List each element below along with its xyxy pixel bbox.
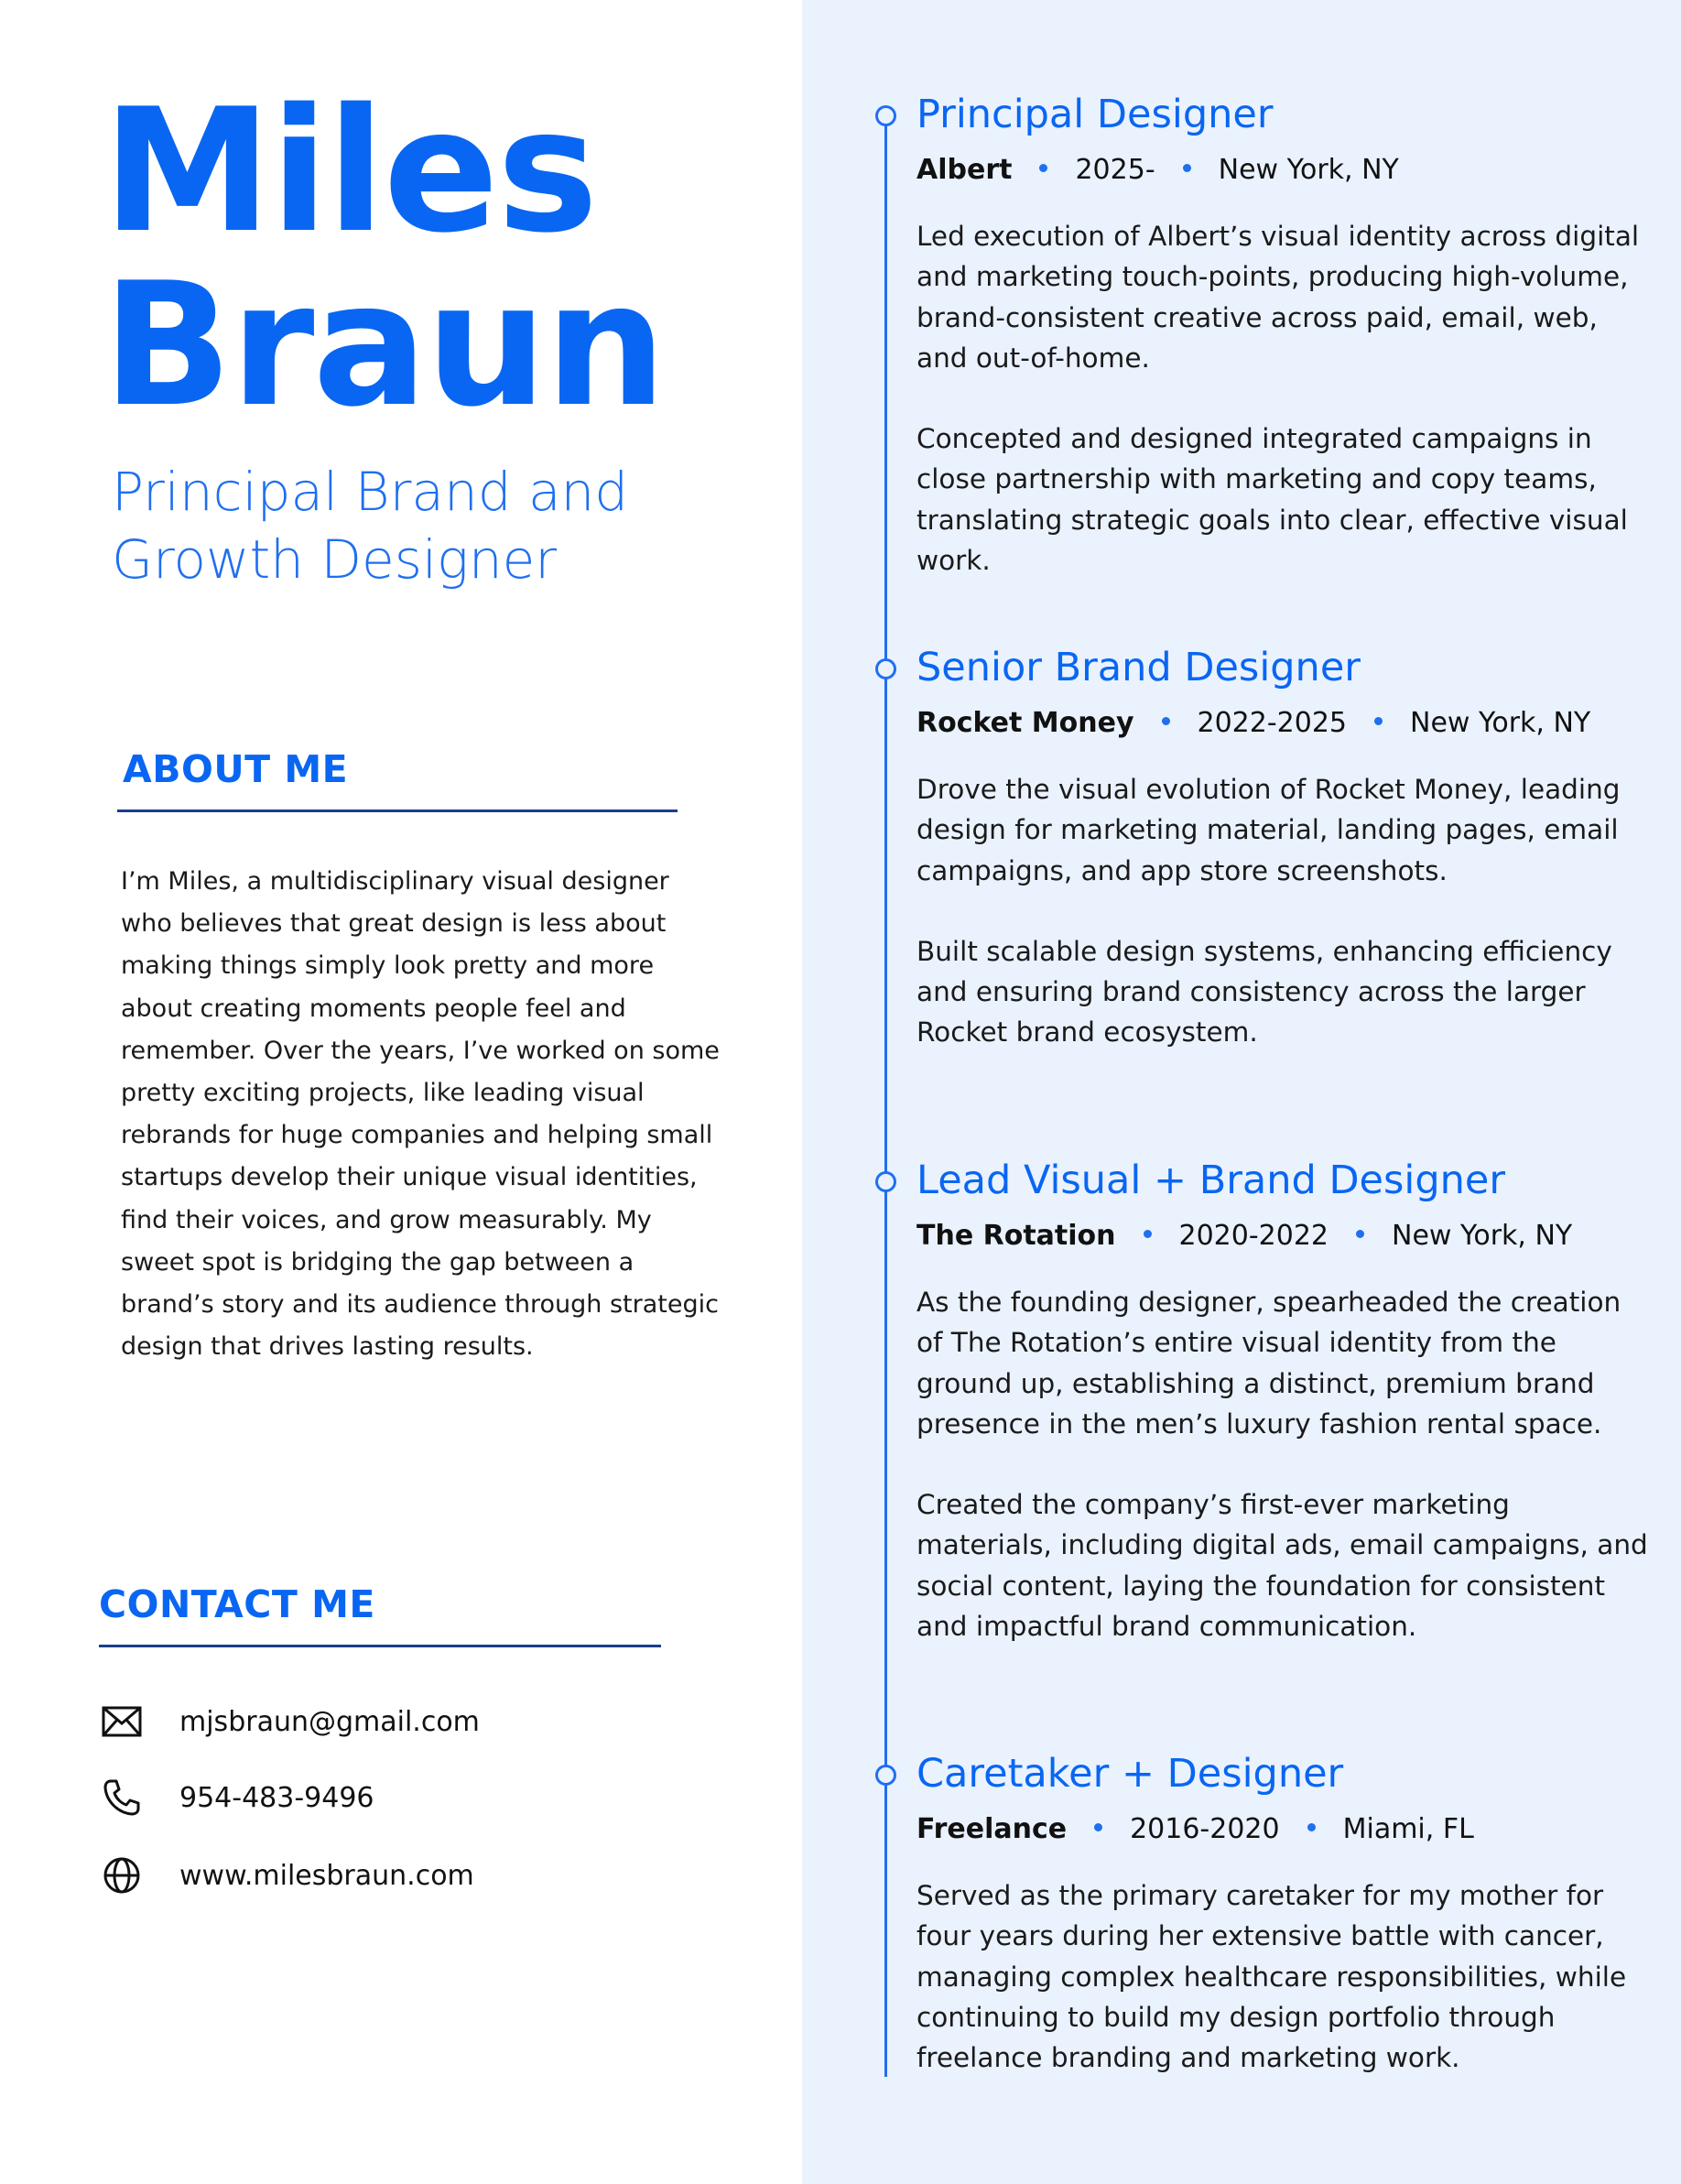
job-entry [916,90,1649,581]
bullet-separator [1094,1823,1102,1831]
job-meta [916,705,1649,742]
job-title: Principal Designer [916,92,1274,137]
bullet-separator [1183,164,1191,172]
bullet-separator [1307,1823,1316,1831]
phone-icon [101,1777,143,1819]
job-company: Rocket Money [916,707,1134,739]
job-company: The Rotation [916,1220,1116,1252]
timeline-dot [875,105,896,126]
website-link[interactable]: www.milesbraun.com [179,1859,474,1892]
contact-phone[interactable] [101,1775,374,1820]
left-column [0,0,802,2184]
mail-icon [101,1700,143,1743]
contact-heading: CONTACT ME [99,1582,375,1626]
bullet-separator [1144,1230,1152,1238]
resume-name [103,71,665,444]
about-heading: ABOUT ME [123,747,349,791]
job-dates: 2022-2025 [1197,707,1348,739]
bullet-separator [1374,717,1383,725]
email-link[interactable]: mjsbraun@gmail.com [179,1705,480,1738]
last-name: Braun [103,245,665,444]
job-description: Led execution of Albert’s visual identity across digital and marketing touch-points, producing high-volume, brand-consistent creative across paid, email, web, and out-of-home. [916,221,1640,374]
job-title: Lead Visual + Brand Designer [916,1157,1506,1203]
job-dates: 2016-2020 [1130,1813,1280,1845]
job-location: New York, NY [1410,707,1591,739]
timeline-dot [875,1171,896,1192]
job-description: Served as the primary caretaker for my mother for four years during her extensive battle with cancer, managing complex healthcare responsibilities, while continuing to build my design portfolio through freelance branding and marketing work. [916,1880,1627,2074]
job-meta [916,152,1649,189]
first-name: Miles [103,71,597,270]
job-title: Senior Brand Designer [916,645,1361,690]
about-divider [117,809,678,812]
job-meta [916,1218,1649,1255]
contact-email[interactable] [101,1699,480,1744]
job-title: Caretaker + Designer [916,1751,1344,1797]
timeline-dot [875,1765,896,1786]
job-dates: 2020-2022 [1178,1220,1329,1252]
headline-line-2: Growth Designer [112,528,558,591]
job-meta [916,1811,1649,1848]
job-description: Built scalable design systems, enhancing efficiency and ensuring brand consistency across the larger Rocket brand ecosystem. [916,935,1612,1049]
job-company: Albert [916,154,1013,186]
job-description: Drove the visual evolution of Rocket Money, leading design for marketing material, landing pages, email campaigns, and app store screenshots. [916,774,1621,886]
headline-line-1: Principal Brand and [112,461,629,523]
job-entry [916,1156,1649,1646]
job-location: Miami, FL [1342,1813,1474,1845]
job-description: As the founding designer, spearheaded the creation of The Rotation’s entire visual identity from the ground up, establishing a distinct, premium brand presence in the men’s luxury fashion rental space. [916,1287,1621,1440]
headline [112,458,753,593]
phone-number[interactable]: 954-483-9496 [179,1781,374,1814]
timeline-dot [875,658,896,679]
bullet-separator [1162,717,1170,725]
job-entry [916,1749,1649,2078]
job-description: Concepted and designed integrated campaigns in close partnership with marketing and copy teams, translating strategic goals into clear, effective visual work. [916,423,1628,577]
job-location: New York, NY [1218,154,1399,186]
contact-divider [99,1645,661,1647]
globe-icon [101,1854,143,1896]
job-dates: 2025- [1075,154,1155,186]
about-text: I’m Miles, a multidisciplinary visual designer who believes that great design is less about making things simply look pretty and more about creating moments people feel and remember. Over the years, I’ve worked on some pretty exciting projects, like leading visual rebrands for huge companies and helping small startups develop their unique visual identities, find their voices, and grow measurably. My sweet spot is bridging the gap between a brand’s story and its audience through strategic design that drives lasting results. [121,867,720,1362]
bullet-separator [1039,164,1047,172]
job-entry [916,643,1649,1053]
job-location: New York, NY [1392,1220,1573,1252]
job-company: Freelance [916,1813,1068,1845]
job-description: Created the company’s first-ever marketing materials, including digital ads, email campaigns, and social content, laying the foundation for consistent and impactful brand communication. [916,1489,1648,1643]
bullet-separator [1356,1230,1364,1238]
contact-website[interactable] [101,1853,474,1898]
